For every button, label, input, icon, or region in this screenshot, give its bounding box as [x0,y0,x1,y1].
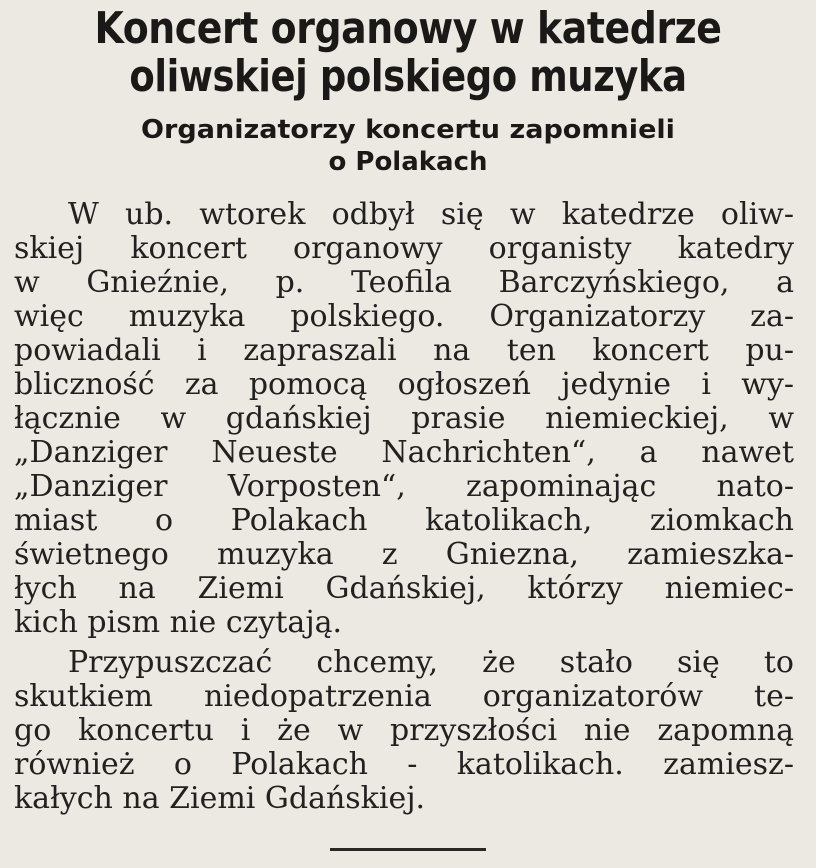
body-text-line: również o Polakach - katolikach. zamiesz- [14,747,794,782]
body-text-line: kałych na Ziemi Gdańskiej. [14,781,426,816]
body-text-line: skutkiem niedopatrzenia organizatorów te- [14,679,794,714]
headline-line-2: oliwskiej polskiego muzyka [129,51,687,102]
subheadline-line-2: o Polakach [328,147,488,177]
body-text-line: w Gnieźnie, p. Teofila Barczyńskiego, a [14,265,794,300]
body-text-line: skiej koncert organowy organisty katedry [14,231,794,266]
body-text-line: „Danziger Neueste Nachrichten“, a nawet [14,435,794,470]
body-text-line: „Danziger Vorposten“, zapominając nato- [14,469,794,504]
body-text-line: go koncertu i że w przyszłości nie zapomną [14,713,794,748]
body-text-line: powiadali i zapraszali na ten koncert pu- [14,333,794,368]
body-text-line: Przypuszczać chcemy, że stało się to [68,645,794,680]
body-text-line: W ub. wtorek odbył się w katedrze oliw- [68,197,794,232]
body-text-line: kich pism nie czytają. [14,605,343,640]
headline-line-1: Koncert organowy w katedrze [94,3,722,54]
body-text-line: łącznie w gdańskiej prasie niemieckiej, w [14,401,794,436]
end-of-article-rule [330,848,486,851]
body-text-line: więc muzyka polskiego. Organizatorzy za- [14,299,794,334]
subheadline-line-1: Organizatorzy koncertu zapomnieli [141,115,675,145]
body-text-line: bliczność za pomocą ogłoszeń jedynie i wy- [14,367,794,402]
body-text-line: świetnego muzyka z Gniezna, zamieszka- [14,537,794,572]
body-text-line: łych na Ziemi Gdańskiej, którzy niemiec- [14,571,794,606]
body-text-line: miast o Polakach katolikach, ziomkach [14,503,794,538]
